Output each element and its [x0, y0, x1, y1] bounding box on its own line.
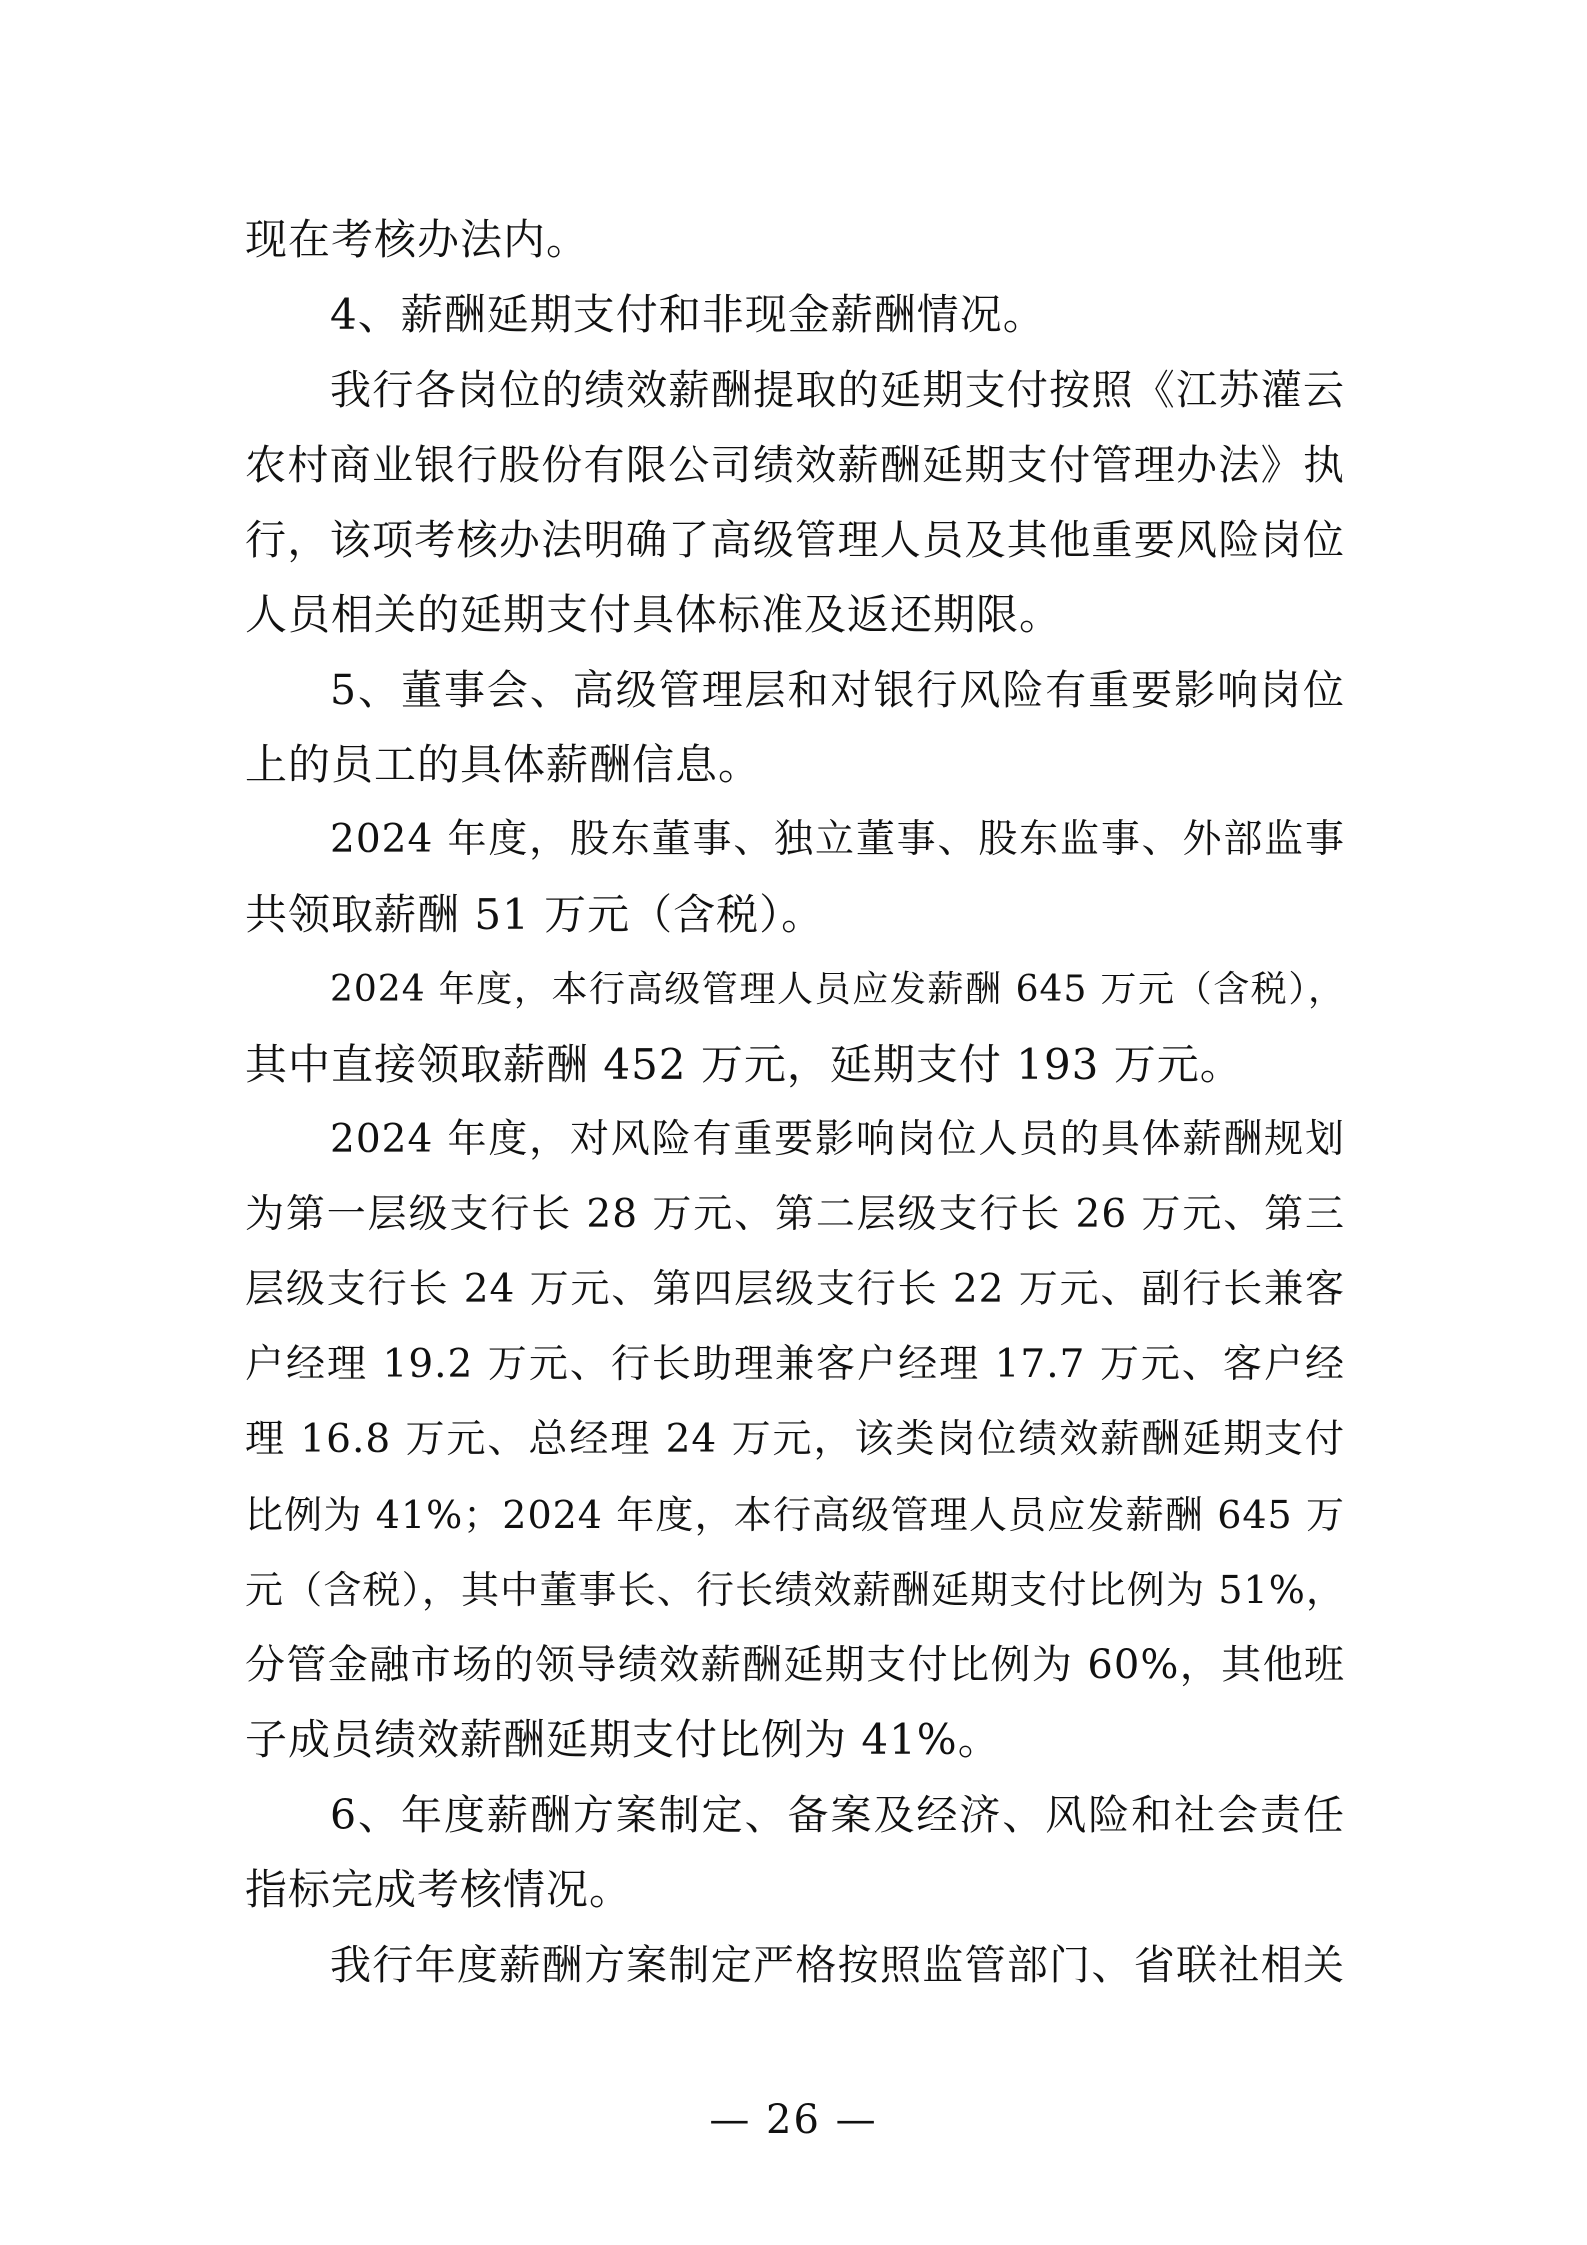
text-line: 2024 年度，本行高级管理人员应发薪酬 645 万元（含税），: [330, 969, 1345, 1010]
text-line: 层级支行长 24 万元、第四层级支行长 22 万元、副行长兼客: [245, 1267, 1345, 1312]
section-heading: 4、薪酬延期支付和非现金薪酬情况。: [330, 290, 1046, 339]
text-line: 现在考核办法内。: [245, 215, 590, 264]
text-line: 人员相关的延期支付具体标准及返还期限。: [245, 590, 1063, 639]
text-line: 户经理 19.2 万元、行长助理兼客户经理 17.7 万元、客户经: [245, 1342, 1345, 1387]
section-heading: 6、年度薪酬方案制定、备案及经济、风险和社会责任: [330, 1791, 1345, 1839]
text-line: 我行年度薪酬方案制定严格按照监管部门、省联社相关: [330, 1941, 1345, 1989]
text-line: 农村商业银行股份有限公司绩效薪酬延期支付管理办法》执: [245, 441, 1345, 489]
text-line: 共领取薪酬 51 万元（含税）。: [245, 890, 825, 939]
text-line: 其中直接领取薪酬 452 万元，延期支付 193 万元。: [245, 1040, 1243, 1089]
text-line: 2024 年度，对风险有重要影响岗位人员的具体薪酬规划: [330, 1117, 1345, 1162]
text-line: 2024 年度，股东董事、独立董事、股东监事、外部监事: [330, 817, 1345, 862]
text-line: 我行各岗位的绩效薪酬提取的延期支付按照《江苏灌云: [330, 366, 1345, 414]
text-line: 行，该项考核办法明确了高级管理人员及其他重要风险岗位: [245, 516, 1345, 564]
text-line: 比例为 41%；2024 年度，本行高级管理人员应发薪酬 645 万: [245, 1493, 1345, 1537]
page-number: — 26 —: [709, 2097, 878, 2143]
text-line: 为第一层级支行长 28 万元、第二层级支行长 26 万元、第三: [245, 1192, 1345, 1237]
text-line: 元（含税），其中董事长、行长绩效薪酬延期支付比例为 51%，: [245, 1568, 1345, 1612]
text-line: 分管金融市场的领导绩效薪酬延期支付比例为 60%，其他班: [245, 1642, 1345, 1688]
text-line: 子成员绩效薪酬延期支付比例为 41%。: [245, 1715, 1001, 1764]
section-heading: 上的员工的具体薪酬信息。: [245, 740, 762, 789]
text-line: 理 16.8 万元、总经理 24 万元，该类岗位绩效薪酬延期支付: [245, 1417, 1345, 1462]
section-heading: 5、董事会、高级管理层和对银行风险有重要影响岗位: [330, 666, 1345, 714]
section-heading: 指标完成考核情况。: [245, 1865, 633, 1914]
